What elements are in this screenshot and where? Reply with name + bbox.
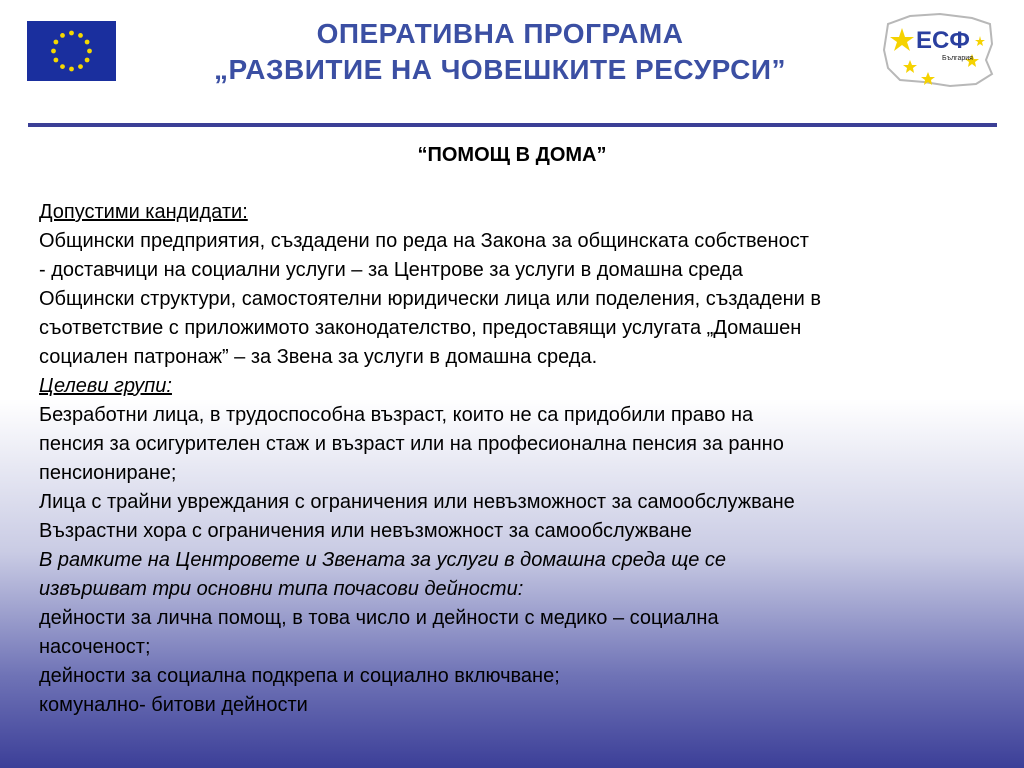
eligible-heading: Допустими кандидати: [39,201,248,223]
activity-line: комунално- битови дейности [39,694,308,716]
eligible-line: - доставчици на социални услуги – за Центрове за услуги в домашна среда [39,259,743,281]
target-line: пенсиониране; [39,462,177,484]
content-body [39,198,999,720]
activity-line: дейности за социална подкрепа и социално включване; [39,665,560,687]
header-title [150,16,850,88]
header-title-line1: ОПЕРАТИВНА ПРОГРАМА [316,18,684,49]
activity-line: насоченост; [39,636,151,658]
activities-intro-line: извършват три основни типа почасови дейности: [39,578,524,600]
eligible-line: Общински структури, самостоятелни юридически лица или поделения, създадени в [39,288,822,310]
eligible-line: социален патронаж” – за Звена за услуги в домашна среда. [39,346,598,368]
activity-line: дейности за лична помощ, в това число и дейности с медико – социална [39,607,719,629]
activities-intro-line: В рамките на Центровете и Звената за услуги в домашна среда ще се [39,549,727,571]
eligible-line: Общински предприятия, създадени по реда на Закона за общинската собственост [39,230,809,252]
esf-logo-text: ЕСФ [916,27,970,54]
esf-logo-subtext: България [942,55,973,62]
eligible-line: съответствие с приложимото законодателство, предоставящи услугата „Домашен [39,317,802,339]
target-line: Възрастни хора с ограничения или невъзможност за самообслужване [39,520,692,542]
target-line: пенсия за осигурителен стаж и възраст или на професионална пенсия за ранно [39,433,784,455]
slide-title: “ПОМОЩ В ДОМА” [417,144,607,166]
target-line: Безработни лица, в трудоспособна възраст, които не са придобили право на [39,404,754,426]
target-line: Лица с трайни увреждания с ограничения или невъзможност за самообслужване [39,491,795,513]
header-title-line2: „РАЗВИТИЕ НА ЧОВЕШКИТЕ РЕСУРСИ” [214,54,786,85]
eu-flag-icon [27,21,116,81]
target-heading: Целеви групи: [39,375,172,397]
esf-logo [880,10,996,90]
header-divider [28,123,997,127]
